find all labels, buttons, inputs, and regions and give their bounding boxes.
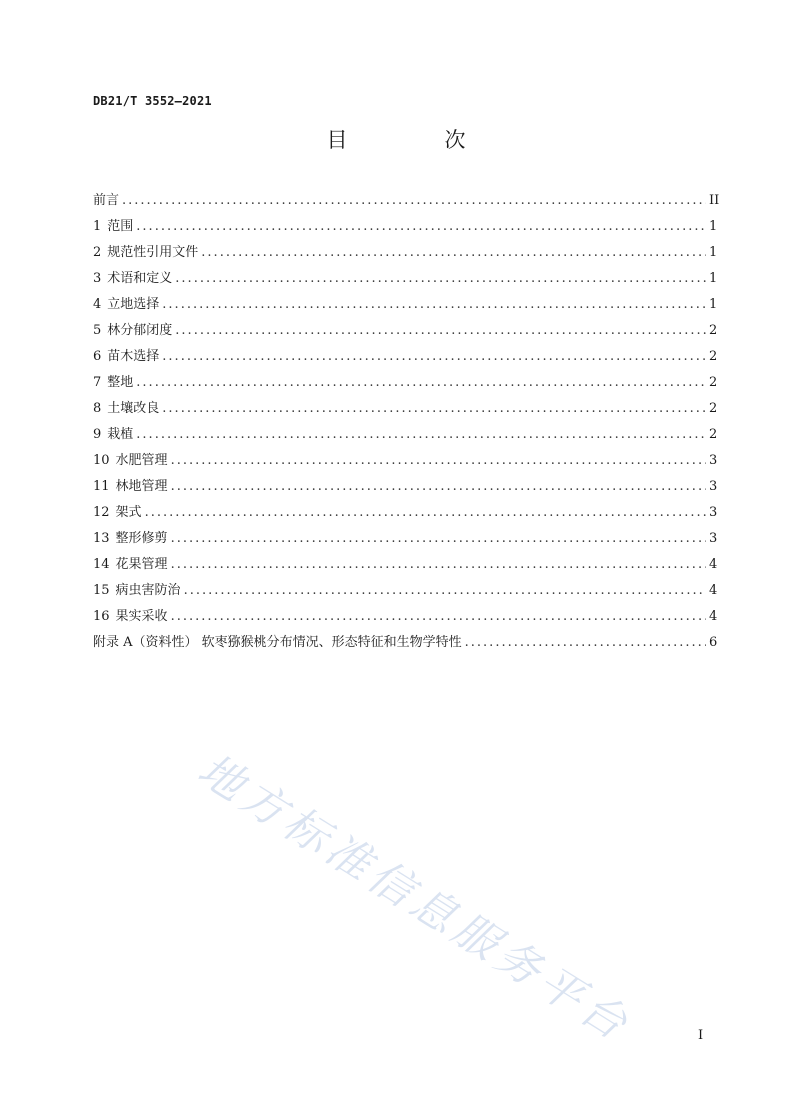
toc-entry-14[interactable]	[93, 556, 717, 582]
toc-entry-number: 15	[93, 583, 110, 598]
toc-entry-number: 3	[93, 271, 102, 286]
toc-entry-text: 整地	[107, 375, 134, 390]
toc-entry-page: 1	[709, 297, 718, 312]
toc-entry-3[interactable]	[93, 270, 717, 296]
toc-entry-text: 土壤改良	[107, 401, 160, 416]
toc-leader-dots	[171, 452, 706, 470]
toc-entry-number: 5	[93, 323, 102, 338]
toc-entry-page: 2	[709, 427, 718, 442]
toc-entry-label	[93, 556, 168, 574]
toc-entry-10[interactable]	[93, 452, 717, 478]
toc-entry-text: 苗木选择	[107, 349, 160, 364]
watermark: 地方标准信息服务平台	[189, 744, 641, 1053]
toc-entry-label	[93, 400, 159, 418]
toc-entry-text: 架式	[115, 505, 142, 520]
toc-entry-text: 水肥管理	[115, 453, 168, 468]
toc-entry-page: 3	[709, 453, 718, 468]
toc-entry-page: 2	[709, 349, 718, 364]
toc-entry-12[interactable]	[93, 504, 717, 530]
toc-entry-text: 整形修剪	[115, 531, 168, 546]
toc-leader-dots	[162, 400, 706, 418]
toc-entry-16[interactable]	[93, 608, 717, 634]
toc-entry-page: 1	[709, 245, 718, 260]
toc-entry-text: 规范性引用文件	[107, 245, 199, 260]
toc-entry-6[interactable]	[93, 348, 717, 374]
toc-entry-page: 2	[709, 323, 718, 338]
toc-entry-5[interactable]	[93, 322, 717, 348]
toc-entry-page: 1	[709, 219, 718, 234]
toc-entry-label	[93, 348, 159, 366]
toc-entry-label	[93, 218, 133, 236]
toc-entry-page: 2	[709, 401, 718, 416]
toc-entry-label	[93, 582, 181, 600]
toc-leader-dots	[171, 556, 706, 574]
toc-entry-label	[93, 530, 168, 548]
toc-entry-number: 13	[93, 531, 110, 546]
toc-entry-label	[93, 452, 168, 470]
toc-entry-label: 前言	[93, 193, 120, 208]
toc-entry-number: 1	[93, 219, 102, 234]
toc-entry-number: 11	[93, 479, 110, 494]
toc-leader-dots	[171, 608, 706, 626]
toc-entry-text: 林地管理	[115, 479, 168, 494]
toc-entry-number: 2	[93, 245, 102, 260]
toc-entry-page: 3	[709, 531, 718, 546]
toc-entry-number: 14	[93, 557, 110, 572]
toc-entry-2[interactable]	[93, 244, 717, 270]
toc-entry-text: 范围	[107, 219, 134, 234]
toc-entry-15[interactable]	[93, 582, 717, 608]
toc-leader-dots	[171, 478, 706, 496]
toc-entry-label	[93, 426, 133, 444]
toc-entry-number: 12	[93, 505, 110, 520]
toc-leader-dots	[201, 244, 706, 262]
toc-entry-1[interactable]	[93, 218, 717, 244]
toc-entry-number: 7	[93, 375, 102, 390]
toc-entry-label	[93, 322, 172, 340]
toc-entry-page: 2	[709, 375, 718, 390]
toc-leader-dots	[162, 296, 706, 314]
toc-entry-label	[93, 270, 172, 288]
document-code: DB21/T 3552—2021	[93, 94, 212, 108]
toc-entry-8[interactable]	[93, 400, 717, 426]
toc-leader-dots	[465, 634, 706, 652]
toc-entry-page: 4	[709, 609, 718, 624]
toc-leader-dots	[171, 530, 706, 548]
toc-entry-text: 术语和定义	[107, 271, 173, 286]
toc-entry-page: 1	[709, 271, 718, 286]
toc-entry-number: 8	[93, 401, 102, 416]
toc-entry-13[interactable]	[93, 530, 717, 556]
toc-entry-text: 立地选择	[107, 297, 160, 312]
toc-entry-number: 9	[93, 427, 102, 442]
toc-entry-label	[93, 608, 168, 626]
toc-entry-label	[93, 244, 198, 262]
toc-entry-7[interactable]	[93, 374, 717, 400]
toc-entry-page: 3	[709, 479, 718, 494]
toc-entry-text: 果实采收	[115, 609, 168, 624]
toc-leader-dots	[175, 322, 706, 340]
toc-entry-9[interactable]	[93, 426, 717, 452]
toc-leader-dots	[145, 504, 706, 522]
toc-entry-4[interactable]	[93, 296, 717, 322]
toc-leader-dots	[136, 426, 706, 444]
toc-entry-page: 4	[709, 557, 718, 572]
toc-entry-number: 16	[93, 609, 110, 624]
toc-entry-number: 6	[93, 349, 102, 364]
toc-leader-dots	[136, 374, 706, 392]
page-number: I	[698, 1028, 704, 1043]
toc-entry-label	[93, 478, 168, 496]
toc-entry-11[interactable]	[93, 478, 717, 504]
toc-entry-number: 4	[93, 297, 102, 312]
toc-entry-label	[93, 374, 133, 392]
toc-entry-label	[93, 504, 142, 522]
toc-entry-page: 4	[709, 583, 718, 598]
table-of-contents	[93, 192, 720, 660]
toc-entry-text: 林分郁闭度	[107, 323, 173, 338]
toc-entry-label	[93, 296, 159, 314]
toc-entry-label: 附录 A（资料性） 软枣猕猴桃分布情况、形态特征和生物学特性	[93, 635, 462, 650]
toc-entry-text: 栽植	[107, 427, 134, 442]
toc-leader-dots	[136, 218, 706, 236]
toc-entry-appendix-a[interactable]	[93, 634, 717, 660]
toc-leader-dots	[184, 582, 706, 600]
toc-entry-text: 花果管理	[115, 557, 168, 572]
toc-leader-dots	[122, 192, 706, 210]
toc-entry-page: 6	[709, 635, 718, 650]
toc-entry-text: 病虫害防治	[115, 583, 181, 598]
toc-entry-page: 3	[709, 505, 718, 520]
toc-entry-page: II	[709, 193, 720, 208]
toc-entry-preface[interactable]	[93, 192, 720, 218]
toc-entry-number: 10	[93, 453, 110, 468]
toc-leader-dots	[162, 348, 706, 366]
toc-leader-dots	[175, 270, 706, 288]
toc-title: 目 次	[326, 128, 504, 152]
